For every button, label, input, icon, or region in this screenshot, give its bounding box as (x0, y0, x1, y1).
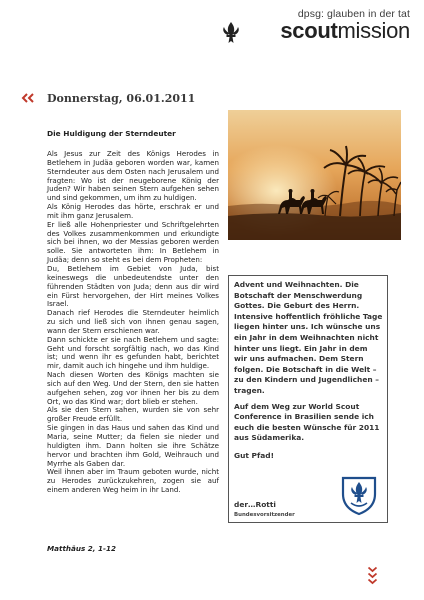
message-paragraph: Auf dem Weg zur World Scout Conference in Brasilien sende ich euch die besten Wünsche für 2011 aus Südamerika. (234, 401, 380, 443)
article-paragraph: Er ließ alle Hohenpriester und Schriftgelehrten des Volkes zusammenkommen und erkundigte sich bei ihnen, wo der Messias geboren werden solle. Sie antworteten ihm: In Betlehem in Judäa; denn so steht es bei dem Propheten: (47, 219, 219, 265)
article-paragraph: Als Jesus zur Zeit des Königs Herodes in Betlehem in Judäa geboren worden war, kamen Sterndeuter aus dem Osten nach Jerusalem und fragten: Wo ist der neugeborene König der Juden? Wir haben seinen Stern aufgehen sehen und sind gekommen, um ihm zu huldigen. (47, 149, 219, 203)
article-paragraph: Nach diesen Worten des Königs machten sie sich auf den Weg. Und der Stern, den sie hatten aufgehen sehen, zog vor ihnen her bis zu dem Ort, wo das Kind war; dort blieb er stehen. (47, 370, 219, 406)
message-signer-role: Bundesvorsitzender (234, 512, 295, 518)
article-paragraph: Als sie den Stern sahen, wurden sie von sehr großer Freude erfüllt. (47, 405, 219, 424)
article-paragraph: Als König Herodes das hörte, erschrak er und mit ihm ganz Jerusalem. (47, 202, 219, 220)
message-box (228, 275, 388, 523)
message-greeting: Gut Pfad! (234, 450, 274, 460)
article-paragraph: Sie gingen in das Haus und sahen das Kind und Maria, seine Mutter; da fielen sie nieder und huldigten ihm. Dann holten sie ihre Schätze hervor und brachten ihm Gold, Weihrauch und Myrrhe als Gaben dar. (47, 423, 219, 468)
article-paragraph: Du, Betlehem im Gebiet von Juda, bist keineswegs die unbedeutendste unter den führenden Städten von Juda; denn aus dir wird ein Fürst hervorgehen, der Hirt meines Volkes Israel. (47, 263, 219, 309)
article-source: Matthäus 2, 1-12 (47, 544, 116, 553)
page-date: Donnerstag, 06.01.2011 (47, 92, 196, 105)
message-signature: der…Rotti (234, 500, 276, 509)
logo-tagline: dpsg: glauben in der tat (297, 8, 410, 20)
message-paragraph: Advent und Weihnachten. Die Botschaft der Menschwerdung Gottes. Die Geburt des Herrn. Intensive hoffentlich fröhliche Tage liegen hinter uns. Ich wünsche uns ein Jahr in dem Weihnachten nicht hinter uns liegt. Ein Jahr in dem wir uns aufmachen. Dem Stern folgen. Die Botschaft in die Welt – zu den Kindern und Jugendlichen – tragen. (234, 280, 383, 395)
logo-brand-light: mission (337, 18, 410, 43)
desert-camel-photo (228, 110, 401, 240)
article-paragraph: Danach rief Herodes die Sterndeuter heimlich zu sich und ließ sich von ihnen genau sagen, wann der Stern erschienen war. (47, 308, 219, 335)
article-paragraph: Dann schickte er sie nach Betlehem und sagte: Geht und forscht sorgfältig nach, wo das Kind ist; und wenn ihr es gefunden habt, berichtet mir, damit auch ich hingehe und ihm huldige. (47, 334, 219, 371)
logo-brand-bold: scout (280, 18, 338, 43)
fleur-de-lis-icon (221, 21, 241, 45)
scout-emblem-icon (339, 474, 379, 516)
logo-wordmark (280, 19, 410, 43)
article-body (47, 150, 219, 495)
triple-chevron-down-icon (367, 566, 378, 586)
article-paragraph: Weil ihnen aber im Traum geboten wurde, nicht zu Herodes zurückzukehren, zogen sie auf einem anderen Weg heim in ihr Land. (47, 467, 219, 495)
article-title: Die Huldigung der Sterndeuter (47, 129, 176, 138)
double-chevron-left-icon (21, 93, 37, 103)
